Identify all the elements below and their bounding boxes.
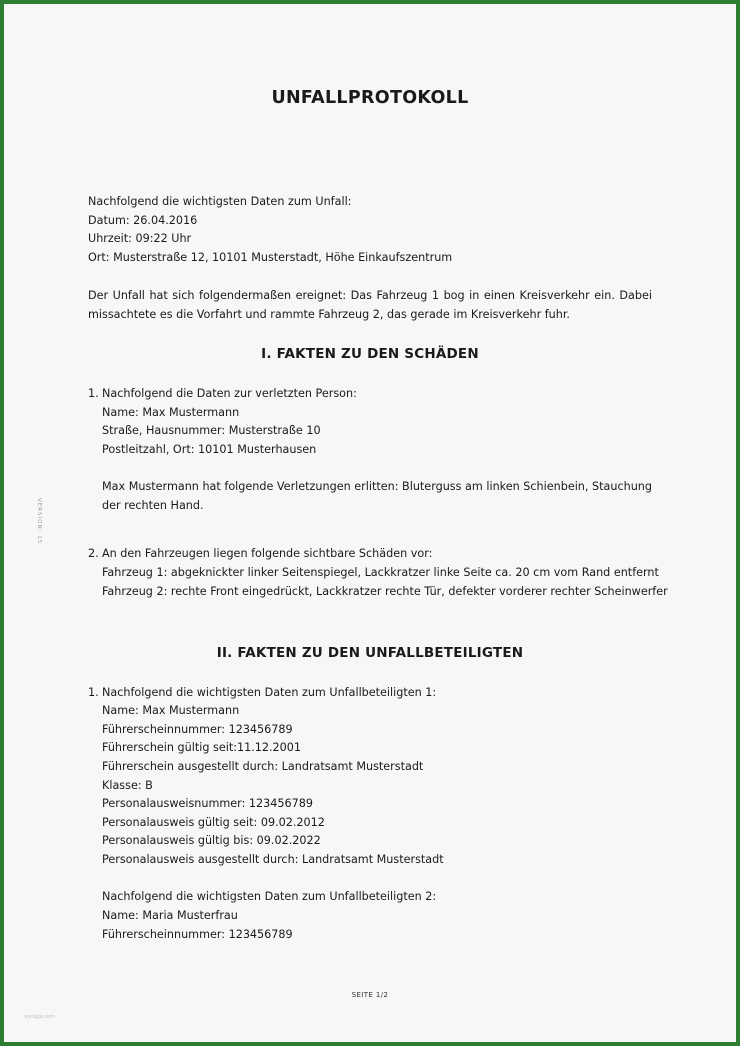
- participant-2-license-number: Führerscheinnummer: 123456789: [102, 928, 293, 941]
- vehicle-2-damage: Fahrzeug 2: rechte Front eingedrückt, Lackkratzer rechte Tür, defekter vorderer rechter Scheinwerfer: [102, 585, 668, 598]
- participant-2-intro: Nachfolgend die wichtigsten Daten zum Unfallbeteiligten 2:: [102, 890, 437, 903]
- intro-line: Nachfolgend die wichtigsten Daten zum Unfall:: [88, 195, 352, 208]
- participant-1-id-valid-since: Personalausweis gültig seit: 09.02.2012: [102, 816, 325, 829]
- injured-person-name: Name: Max Mustermann: [102, 406, 240, 419]
- watermark: vorlage.com: [24, 1014, 56, 1020]
- list-number: 2.: [88, 547, 99, 560]
- participant-1-name: Name: Max Mustermann: [102, 704, 240, 717]
- intro-time: Uhrzeit: 09:22 Uhr: [88, 232, 192, 245]
- version-label: VERSION: 15: [36, 498, 42, 545]
- page-number: SEITE 1/2: [351, 991, 389, 999]
- participant-2-name: Name: Maria Musterfrau: [102, 909, 238, 922]
- participant-1-id-issuer: Personalausweis ausgestellt durch: Landratsamt Musterstadt: [102, 853, 444, 866]
- injured-person-city: Postleitzahl, Ort: 10101 Musterhausen: [102, 443, 317, 456]
- participant-1-id-valid-until: Personalausweis gültig bis: 09.02.2022: [102, 834, 321, 847]
- injury-description: Max Mustermann hat folgende Verletzungen erlitten: Bluterguss am linken Schienbein, Stauchung der rechten Hand.: [102, 480, 652, 512]
- document-title: UNFALLPROTOKOLL: [271, 88, 469, 108]
- participant-1-id-number: Personalausweisnummer: 123456789: [102, 797, 313, 810]
- section-heading-participants: II. FAKTEN ZU DEN UNFALLBETEILIGTEN: [216, 645, 524, 661]
- participant-1-license-number: Führerscheinnummer: 123456789: [102, 723, 293, 736]
- vehicle-damage-intro: An den Fahrzeugen liegen folgende sichtbare Schäden vor:: [102, 547, 433, 560]
- intro-date: Datum: 26.04.2016: [88, 214, 198, 227]
- participant-1-license-valid-since: Führerschein gültig seit:11.12.2001: [102, 741, 302, 754]
- intro-location: Ort: Musterstraße 12, 10101 Musterstadt, Höhe Einkaufszentrum: [88, 251, 453, 264]
- injured-person-intro: Nachfolgend die Daten zur verletzten Person:: [102, 387, 357, 400]
- injured-person-street: Straße, Hausnummer: Musterstraße 10: [102, 424, 321, 437]
- accident-description: Der Unfall hat sich folgendermaßen ereignet: Das Fahrzeug 1 bog in einen Kreisverkehr ein. Dabei missachtete es die Vorfahrt und rammte Fahrzeug 2, das gerade im Kreisverkehr fuhr.: [88, 289, 652, 321]
- participant-1-license-issuer: Führerschein ausgestellt durch: Landratsamt Musterstadt: [102, 760, 424, 773]
- vehicle-1-damage: Fahrzeug 1: abgeknickter linker Seitenspiegel, Lackkratzer linke Seite ca. 20 cm vom Rand entfernt: [102, 566, 659, 579]
- section-heading-damages: I. FAKTEN ZU DEN SCHÄDEN: [261, 346, 479, 362]
- participant-1-license-class: Klasse: B: [102, 779, 153, 792]
- list-number: 1.: [88, 387, 99, 400]
- list-number: 1.: [88, 686, 99, 699]
- participant-1-intro: Nachfolgend die wichtigsten Daten zum Unfallbeteiligten 1:: [102, 686, 437, 699]
